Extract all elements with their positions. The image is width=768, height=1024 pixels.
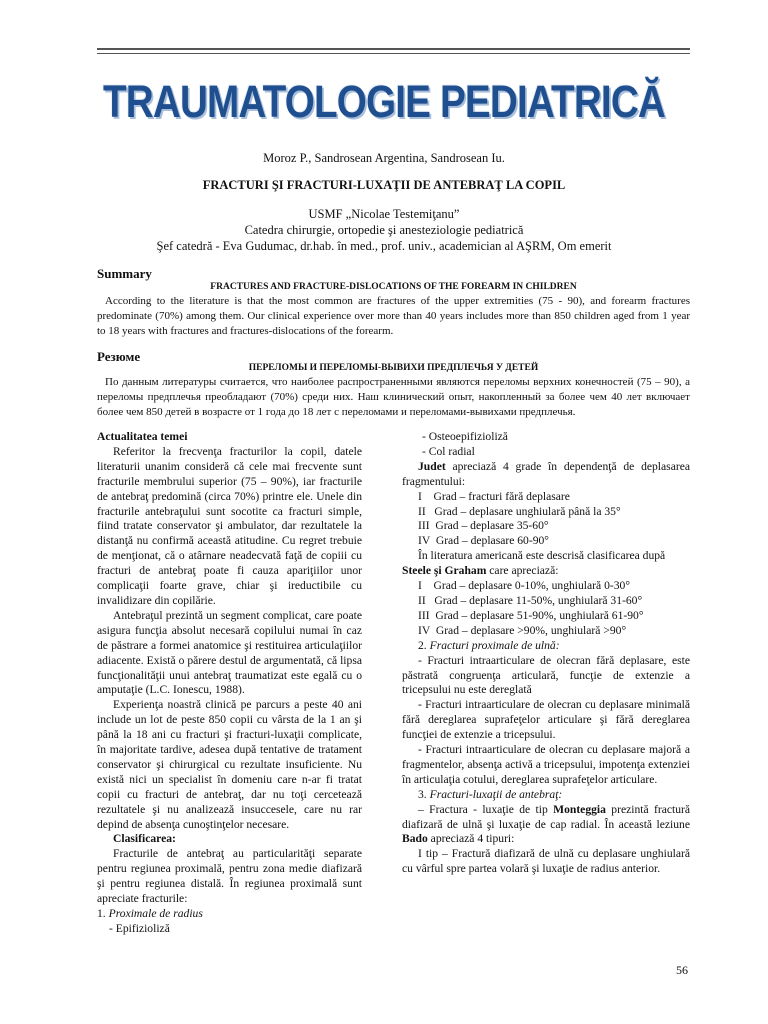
paragraph-steele [402, 564, 690, 579]
paragraph: Fracturile de antebraţ au particularităţi separate pentru regiunea proximală, pentru zona medie diafizară şi pentru regiunea distală. În regiunea proximală sunt apreciate fracturile: [97, 847, 362, 906]
grade-item: III Grad – deplasare 35-60° [418, 519, 549, 533]
author-name: Judet [418, 459, 446, 473]
inline-text: prezintă fractură diafizară de ulnă şi luxaţie de cap radial. În această leziune [402, 802, 691, 831]
institution-name: USMF „Nicolae Testemiţanu” [308, 207, 460, 221]
grade-item: II Grad – deplasare 11-50%, unghiulară 31-60° [418, 593, 643, 607]
paragraph: Experienţa noastră clinică pe parcurs a peste 40 ani include un lot de peste 850 copii cu vârsta de la 1 an şi până la 18 ani cu fracturi şi fracturi-luxaţii complicate, în majoritate tardive, adesea după tentative de tratament conservator şi chirurgical cu rezultate insuficiente. Nu există nici un specialist în domeniu care n-ar fi tratat copii cu fracturi de antebraţ, dar nu toţi cercetează rezultatele şi nu analizează insuccesele, care nu rar depind de absenţa cunoştinţelor necesare. [97, 698, 362, 831]
sub-item: - Epifizioliză [109, 921, 170, 935]
header-rule-thick [97, 48, 690, 50]
paragraph: I tip – Fractură diafizară de ulnă cu deplasare unghiulară cu vârful spre partea volară şi luxaţie de radius anterior. [402, 847, 690, 876]
institution-department: Catedra chirurgie, ortopedie şi anesteziologie pediatrică [244, 223, 524, 237]
judet-grade-list [402, 490, 690, 550]
list-number: 2. [418, 638, 427, 652]
inline-text: care apreciază: [486, 564, 559, 578]
right-column [402, 430, 690, 877]
author-name: Monteggia [553, 802, 606, 816]
rezume-subtitle: ПЕРЕЛОМЫ И ПЕРЕЛОМЫ-ВЫВИХИ ПРЕДПЛЕЧЬЯ У ДЕТЕЙ [248, 363, 539, 373]
list-item [402, 788, 690, 803]
inline-text: apreciază 4 grade în dependenţă de deplasarea fragmentului: [402, 459, 690, 488]
sub-item: - Osteoepifizioliză [422, 430, 508, 443]
header-rule-thin [97, 53, 690, 54]
grade-item: I Grad – deplasare 0-10%, unghiulară 0-30° [418, 579, 630, 593]
article-title: FRACTURI ŞI FRACTURI-LUXAŢII DE ANTEBRAŢ LA COPIL [202, 178, 566, 192]
summary-subtitle: FRACTURES AND FRACTURE-DISLOCATIONS OF THE FOREARM IN CHILDREN [210, 282, 577, 292]
section-heading-actualitatea: Actualitatea temei [97, 430, 188, 443]
paragraph: - Fracturi intraarticulare de olecran cu deplasare minimală fără dereglarea suprafeţelor articulare şi fără dereglarea funcţiei de extenzie a tricepsului. [402, 698, 690, 742]
list-item-title: Fracturi proximale de ulnă: [429, 638, 560, 652]
left-column [97, 430, 362, 937]
grade-item: I Grad – fracturi fără deplasare [418, 489, 570, 503]
author-name: Steele şi Graham [402, 564, 487, 578]
paragraph: - Fracturi intraarticulare de olecran cu deplasare majoră a fragmentelor, absenţa activă a tricepsului, impotenţa extenziei în articulaţia cotului, dereglarea suprafeţelor articulare. [402, 743, 690, 786]
grade-item: IV Grad – deplasare >90%, unghiulară >90° [418, 623, 627, 637]
page-number: 56 [676, 963, 688, 977]
grade-item: III Grad – deplasare 51-90%, unghiulară 61-90° [418, 608, 644, 622]
list-item [402, 639, 690, 654]
rezume-paragraph: По данным литературы считается, что наиболее распространенными являются переломы верхних конечностей (75 – 90), а переломы предплечья преобладают (70%) среди них. Наш клинический опыт, накопленный за более чем 40 лет включает более чем 850 детей в возрасте от 1 года до 18 лет с переломами и переломами-вывихами предплечья. [97, 376, 690, 418]
section-heading-clasificarea: Clasificarea: [113, 832, 176, 846]
rezume-heading: Резюме [97, 349, 141, 364]
paragraph-monteggia [402, 803, 690, 848]
grade-item: IV Grad – deplasare 60-90° [418, 534, 549, 548]
institution-head: Şef catedră - Eva Gudumac, dr.hab. în med., prof. univ., academician al AŞRM, Om emerit [156, 239, 612, 253]
inline-text: apreciază 4 tipuri: [427, 832, 515, 846]
paragraph: Referitor la frecvenţa fracturilor la copil, datele literaturii unanim consideră că cele mai frecvente sunt fracturile membrului superior (75 – 90%), iar fracturile de antebraţ predomină (circa 70%) printre ele. Unele din fracturile antebraţului sunt socotite ca fracturi simple, fiind tratate conservator şi ambulator, dar rezultatele la distanţă nu confirmă această atitudine. Cu regret trebuie de menţionat, că o atârnare neadecvată faţă de copiii cu fracturi de antebraţ poate fi cauza apariţiilor unor complicaţii foarte grave, chiar şi ireductibile cu invalidizare din copilărie. [97, 444, 362, 607]
steele-grade-list [402, 579, 690, 639]
paragraph: Antebraţul prezintă un segment complicat, care poate asigura funcţia absolut necesară copilului numai în caz de păstrare a formei anatomice şi restituirea articulaţiilor adiacente. Există o părere destul de argumentată, că lipsa funcţionalităţii unui antebraţ traumatizat este egală cu o amputaţie (L.C. Ionescu, 1988). [97, 608, 362, 697]
summary-paragraph: According to the literature is that the most common are fractures of the upper extremities (75 - 90), and forearm fractures predominate (70%) among them. Our clinical experience over more than 40 years includes more than 850 children aged from 1 year to 18 years with fractures and fractures-dislocations of the forearm. [97, 295, 690, 337]
list-item-title: Proximale de radius [108, 907, 203, 920]
inline-text: – Fractura - luxaţie de tip [418, 802, 554, 816]
summary-text [97, 294, 690, 339]
paragraph: - Fracturi intraarticulare de olecran fără deplasare, este păstrată congruenţa articulară, funcţie de extenzie a tricepsului nu este dereglată [402, 653, 690, 697]
grade-item: II Grad – deplasare unghiulară până la 35° [418, 504, 621, 518]
list-item [97, 907, 362, 922]
summary-heading: Summary [97, 266, 152, 281]
list-item-title: Fracturi-luxaţii de antebraţ: [429, 787, 563, 801]
journal-title: TRAUMATOLOGIE PEDIATRICĂ [102, 76, 665, 127]
list-number: 3. [418, 787, 427, 801]
sub-item: - Col radial [422, 444, 475, 458]
author-name: Bado [402, 832, 428, 846]
list-number: 1. [97, 907, 106, 920]
paragraph: În literatura americană este descrisă clasificarea după [418, 549, 666, 563]
paragraph-judet [402, 460, 690, 490]
authors: Moroz P., Sandrosean Argentina, Sandrosean Iu. [263, 151, 505, 165]
rezume-text [97, 375, 690, 420]
